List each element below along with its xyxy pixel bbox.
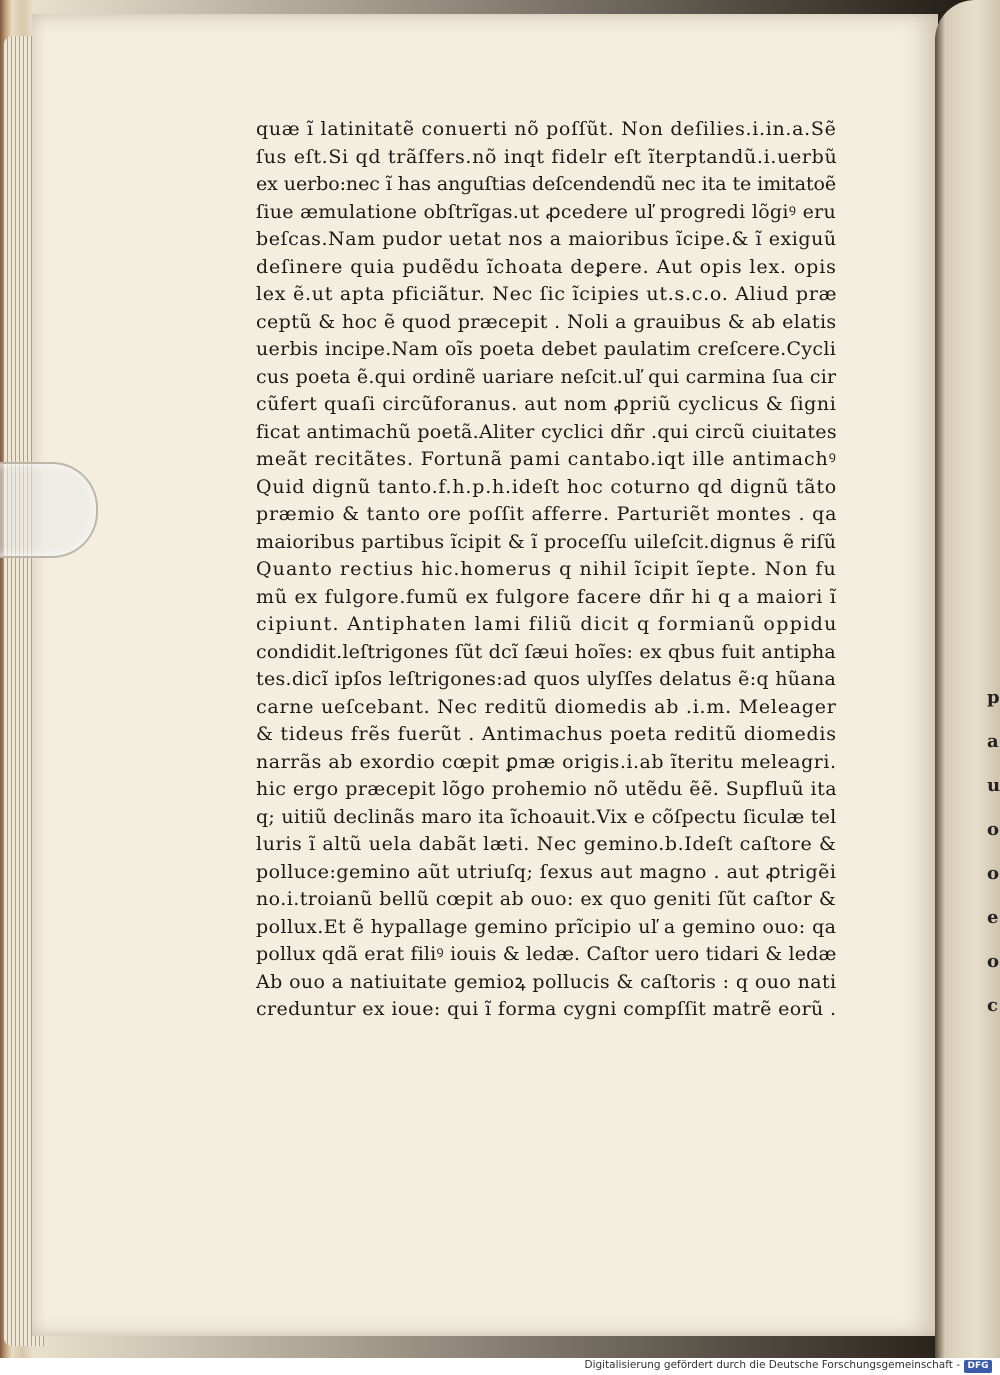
text-line: cus poeta ẽ.qui ordinẽ uariare neſcit.uľ qui carmina ſua cir (256, 365, 837, 388)
glyph: o (987, 863, 1000, 884)
text-line: ſiue æmulatione obſtrĩgas.ut ꝓcedere uľ progredi lõgiꝰ eru (256, 200, 837, 223)
text-line: meãt recitãtes. Fortunã pami cantabo.iqt ille antimachꝰ (256, 448, 837, 470)
glyph: c (987, 995, 998, 1016)
text-line: ex uerbo:nec ĩ has anguſtias deſcendendũ nec ita te imitatoẽ (256, 173, 837, 195)
text-line: Ab ouo a natiuitate gemioꝝ pollucis & caſtoris : q ouo nati (256, 970, 837, 993)
text-line: pollux qdã erat filiꝰ iouis & ledæ. Caſtor uero tidari & ledæ (256, 943, 837, 965)
text-line: mũ ex fulgore.fumũ ex fulgore facere dñr hi q a maiori ĩ (256, 585, 837, 608)
funding-notice: Digitalisierung gefördert durch die Deutsche Forschungsgemeinschaft - (584, 1359, 960, 1371)
bookmark-clip (0, 462, 98, 558)
text-line: cũfert quaſi circũforanus. aut nom ꝓpriũ cyclicus & ſigni (256, 393, 837, 415)
text-line: condidit.leſtrigones ſũt dcĩ ſæui hoĩes: ex qbus fuit antipha (256, 640, 836, 663)
text-line: deſinere quia pudẽdu ĩchoata deꝑere. Aut opis lex. opis (256, 255, 837, 278)
text-line: præmio & tanto ore poſſit afferre. Parturiẽt montes . qa (256, 503, 838, 525)
text-line: ſus eſt.Si qd trãſfers.nõ inqt fidelr eſt ĩterptandũ.i.uerbũ (256, 145, 838, 168)
digitization-footer (0, 1358, 1000, 1375)
adjacent-page-curl (935, 0, 1000, 1358)
text-line: & tideus frẽs fuerũt . Antimachus poeta reditũ diomedis (256, 723, 837, 745)
glyph: u (987, 775, 1000, 796)
page-text-block (256, 116, 836, 1024)
text-line: pollux.Et ẽ hypallage gemino prĩcipio uľ a gemino ouo: qa (256, 915, 837, 938)
text-line: polluce:gemino aũt utriuſq; ſexus aut magno . aut ꝓtrigẽi (256, 860, 837, 883)
text-line: ceptũ & hoc ẽ quod præcepit . Noli a grauibus & ab elatis (256, 310, 837, 333)
glyph: e (987, 907, 999, 928)
glyph: a (987, 731, 999, 752)
adjacent-page-glyphs (987, 676, 1000, 1028)
dfg-logo[interactable]: DFG (964, 1360, 992, 1373)
text-line: hic ergo præcepit lõgo prohemio nõ utẽdu ẽẽ. Supfluũ ita (256, 778, 837, 800)
text-line: cipiunt. Antiphaten lami filiũ dicit q formianũ oppidu (256, 613, 838, 635)
text-line: maioribus partibus ĩcipit & ĩ proceſſu uileſcit.dignus ẽ riſũ (256, 530, 837, 553)
glyph: o (987, 951, 1000, 972)
text-line: q; uitiũ declinãs maro ita ĩchoauit.Vix e cõſpectu ſiculæ tel (256, 805, 837, 828)
text-line: ficat antimachũ poetã.Aliter cyclici dñr .qui circũ ciuitates (256, 420, 837, 443)
glyph: o (987, 819, 1000, 840)
text-line: tes.dicĩ ipſos leſtrigones:ad quos ulyſſes delatus ẽ:q hũana (256, 668, 837, 690)
text-line: no.i.troianũ bellũ cœpit ab ouo: ex quo geniti ſũt caſtor & (256, 888, 837, 910)
text-line: narrãs ab exordio cœpit ꝑmæ origis.i.ab ĩteritu meleagri. (256, 750, 837, 773)
text-line: carne ueſcebant. Nec reditũ diomedis ab .i.m. Meleager (256, 695, 837, 718)
text-line: beſcas.Nam pudor uetat nos a maioribus ĩcipe.& ĩ exiguũ (256, 228, 837, 250)
text-line: creduntur ex ioue: qui ĩ forma cygni compſſit matrẽ eorũ . (256, 998, 837, 1020)
text-line: Quid dignũ tanto.f.h.p.h.ideſt hoc coturno qd dignũ tãto (256, 475, 837, 498)
text-line: quæ ĩ latinitatẽ conuerti nõ poſſũt. Non deſilies.i.in.a.Sẽ (256, 118, 837, 140)
text-line: uerbis incipe.Nam oĩs poeta debet paulatim creſcere.Cycli (256, 338, 837, 360)
glyph: p (987, 687, 1000, 708)
text-line: Quanto rectius hic.homerus q nihil ĩcipit ĩepte. Non fu (256, 558, 837, 580)
text-line: lex ẽ.ut apta pficiãtur. Nec ſic ĩcipies ut.s.c.o. Aliud præ (256, 283, 838, 305)
text-line: luris ĩ altũ uela dabãt læti. Nec gemino.b.Ideſt caſtore & (256, 833, 837, 855)
